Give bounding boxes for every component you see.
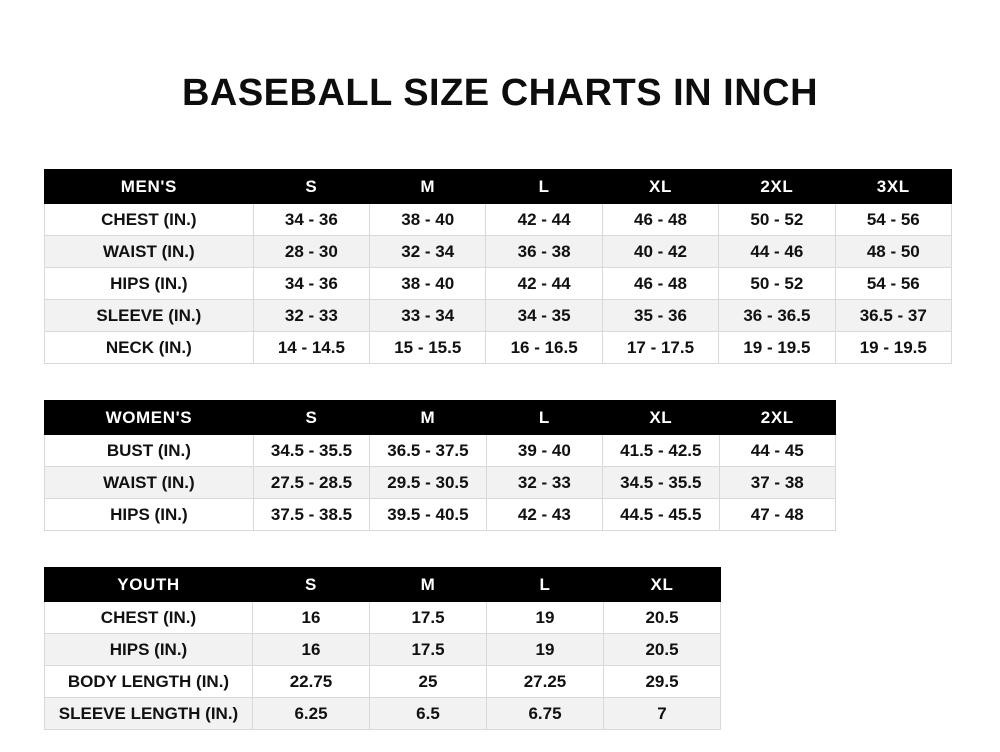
table-cell: 36.5 - 37.5 [370, 435, 486, 467]
table-cell: 34 - 36 [253, 204, 369, 236]
womens-header-s: S [253, 401, 369, 435]
womens-header-m: M [370, 401, 486, 435]
youth-header-m: M [370, 568, 487, 602]
table-cell: 34.5 - 35.5 [603, 467, 719, 499]
table-header-row [45, 170, 952, 204]
table-cell: 6.25 [253, 698, 370, 730]
table-cell: 29.5 - 30.5 [370, 467, 486, 499]
table-header-row [45, 401, 836, 435]
youth-header-category: YOUTH [45, 568, 253, 602]
table-cell: 38 - 40 [370, 268, 486, 300]
table-cell: 19 [487, 602, 604, 634]
table-cell: 19 - 19.5 [835, 332, 951, 364]
table-cell: 50 - 52 [719, 204, 835, 236]
row-label: BUST (IN.) [45, 435, 254, 467]
table-cell: 15 - 15.5 [370, 332, 486, 364]
table-cell: 36 - 38 [486, 236, 602, 268]
womens-header-2xl: 2XL [719, 401, 835, 435]
table-row [45, 332, 952, 364]
table-cell: 16 - 16.5 [486, 332, 602, 364]
table-header-row [45, 568, 721, 602]
youth-header-xl: XL [604, 568, 721, 602]
table-row [45, 268, 952, 300]
youth-header-l: L [487, 568, 604, 602]
row-label: CHEST (IN.) [45, 204, 254, 236]
table-row [45, 602, 721, 634]
table-cell: 42 - 43 [486, 499, 602, 531]
table-cell: 35 - 36 [602, 300, 718, 332]
table-cell: 27.25 [487, 666, 604, 698]
row-label: SLEEVE (IN.) [45, 300, 254, 332]
table-cell: 44 - 45 [719, 435, 835, 467]
size-tables-container [0, 169, 1000, 730]
mens-table-body [45, 204, 952, 364]
row-label: BODY LENGTH (IN.) [45, 666, 253, 698]
table-cell: 33 - 34 [370, 300, 486, 332]
table-row [45, 698, 721, 730]
table-cell: 41.5 - 42.5 [603, 435, 719, 467]
table-cell: 20.5 [604, 602, 721, 634]
mens-header-s: S [253, 170, 369, 204]
table-cell: 44 - 46 [719, 236, 835, 268]
womens-size-table [44, 400, 836, 531]
table-cell: 34 - 36 [253, 268, 369, 300]
mens-header-l: L [486, 170, 602, 204]
row-label: WAIST (IN.) [45, 236, 254, 268]
table-cell: 39.5 - 40.5 [370, 499, 486, 531]
table-cell: 37.5 - 38.5 [253, 499, 369, 531]
table-cell: 54 - 56 [835, 268, 951, 300]
table-cell: 17.5 [370, 634, 487, 666]
table-cell: 28 - 30 [253, 236, 369, 268]
table-cell: 48 - 50 [835, 236, 951, 268]
table-cell: 54 - 56 [835, 204, 951, 236]
table-cell: 17 - 17.5 [602, 332, 718, 364]
row-label: HIPS (IN.) [45, 634, 253, 666]
mens-size-table [44, 169, 952, 364]
table-cell: 14 - 14.5 [253, 332, 369, 364]
row-label: HIPS (IN.) [45, 499, 254, 531]
youth-table-header [45, 568, 721, 602]
mens-header-m: M [370, 170, 486, 204]
page-title: BASEBALL SIZE CHARTS IN INCH [181, 72, 819, 114]
youth-header-s: S [253, 568, 370, 602]
table-cell: 36 - 36.5 [719, 300, 835, 332]
table-row [45, 467, 836, 499]
table-row [45, 435, 836, 467]
table-cell: 40 - 42 [602, 236, 718, 268]
youth-size-table [44, 567, 721, 730]
table-row [45, 300, 952, 332]
womens-table-header [45, 401, 836, 435]
table-row [45, 204, 952, 236]
table-cell: 20.5 [604, 634, 721, 666]
table-cell: 42 - 44 [486, 268, 602, 300]
table-cell: 34 - 35 [486, 300, 602, 332]
table-cell: 19 - 19.5 [719, 332, 835, 364]
table-cell: 44.5 - 45.5 [603, 499, 719, 531]
table-cell: 34.5 - 35.5 [253, 435, 369, 467]
mens-header-3xl: 3XL [835, 170, 951, 204]
row-label: WAIST (IN.) [45, 467, 254, 499]
table-cell: 19 [487, 634, 604, 666]
table-cell: 38 - 40 [370, 204, 486, 236]
table-cell: 37 - 38 [719, 467, 835, 499]
table-cell: 6.5 [370, 698, 487, 730]
table-cell: 46 - 48 [602, 268, 718, 300]
table-cell: 46 - 48 [602, 204, 718, 236]
table-cell: 50 - 52 [719, 268, 835, 300]
table-row [45, 236, 952, 268]
row-label: SLEEVE LENGTH (IN.) [45, 698, 253, 730]
womens-header-l: L [486, 401, 602, 435]
table-row [45, 634, 721, 666]
table-cell: 25 [370, 666, 487, 698]
table-cell: 36.5 - 37 [835, 300, 951, 332]
table-cell: 16 [253, 634, 370, 666]
row-label: NECK (IN.) [45, 332, 254, 364]
table-row [45, 499, 836, 531]
table-cell: 29.5 [604, 666, 721, 698]
row-label: CHEST (IN.) [45, 602, 253, 634]
youth-table-body [45, 602, 721, 730]
table-cell: 6.75 [487, 698, 604, 730]
mens-header-2xl: 2XL [719, 170, 835, 204]
womens-header-xl: XL [603, 401, 719, 435]
table-cell: 32 - 33 [253, 300, 369, 332]
table-cell: 39 - 40 [486, 435, 602, 467]
table-cell: 16 [253, 602, 370, 634]
mens-header-category: MEN'S [45, 170, 254, 204]
table-cell: 17.5 [370, 602, 487, 634]
table-cell: 27.5 - 28.5 [253, 467, 369, 499]
table-cell: 7 [604, 698, 721, 730]
table-row [45, 666, 721, 698]
mens-table-header [45, 170, 952, 204]
table-cell: 47 - 48 [719, 499, 835, 531]
womens-table-body [45, 435, 836, 531]
table-cell: 22.75 [253, 666, 370, 698]
table-cell: 32 - 33 [486, 467, 602, 499]
womens-header-category: WOMEN'S [45, 401, 254, 435]
table-cell: 32 - 34 [370, 236, 486, 268]
table-cell: 42 - 44 [486, 204, 602, 236]
mens-header-xl: XL [602, 170, 718, 204]
row-label: HIPS (IN.) [45, 268, 254, 300]
